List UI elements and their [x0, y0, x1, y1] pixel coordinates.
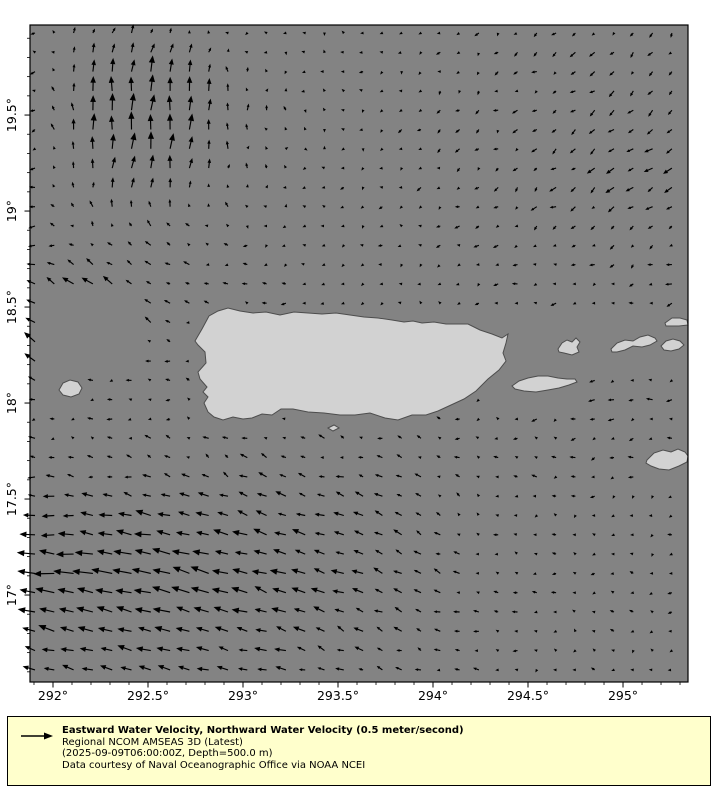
legend-reference-arrow-icon — [20, 731, 54, 741]
y-tick-label: 17.5° — [4, 481, 19, 517]
x-tick-label: 295° — [607, 688, 639, 703]
y-tick-label: 19.5° — [4, 97, 19, 133]
y-tick-label: 19° — [4, 199, 19, 223]
y-tick-label: 17° — [4, 583, 19, 607]
x-tick-label: 293.5° — [316, 688, 360, 703]
x-tick-label: 294° — [417, 688, 449, 703]
legend-box — [7, 716, 711, 786]
x-tick-label: 293° — [227, 688, 259, 703]
y-tick-label: 18° — [4, 391, 19, 415]
legend-credit-line: Data courtesy of Naval Oceanographic Office via NOAA NCEI — [62, 759, 366, 771]
legend-model-line: Regional NCOM AMSEAS 3D (Latest) — [62, 736, 243, 748]
legend-time-depth-line: (2025-09-09T06:00:00Z, Depth=500.0 m) — [62, 748, 273, 760]
y-tick-label: 18.5° — [4, 289, 19, 325]
x-tick-label: 292° — [37, 688, 69, 703]
x-tick-label: 294.5° — [506, 688, 550, 703]
legend-title: Eastward Water Velocity, Northward Water Velocity (0.5 meter/second) — [62, 725, 464, 736]
legend-text — [62, 717, 464, 771]
x-tick-label: 292.5° — [126, 688, 170, 703]
